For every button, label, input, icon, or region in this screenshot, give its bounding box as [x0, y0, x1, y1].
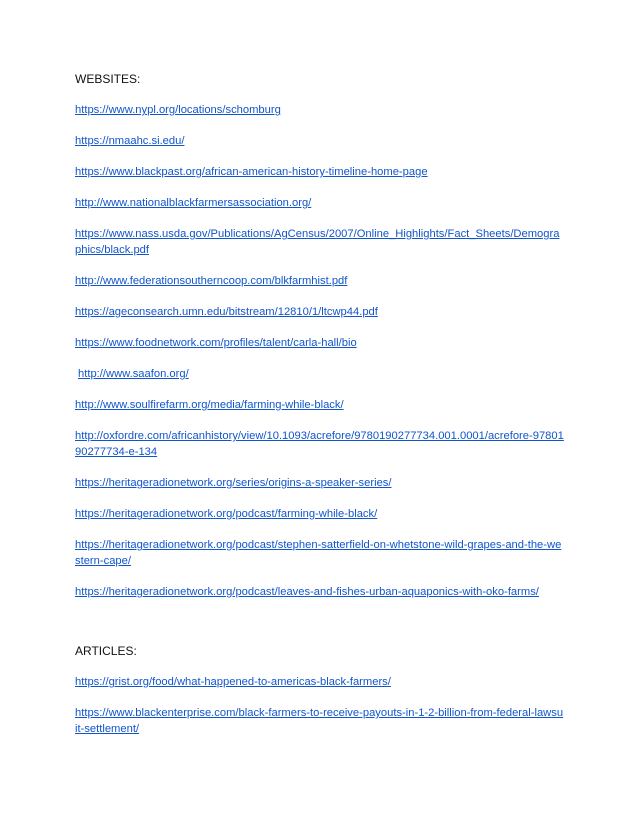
list-item	[75, 397, 565, 413]
website-link-black-farmers-association[interactable]: http://www.nationalblackfarmersassociation.org/	[75, 197, 312, 209]
list-item	[75, 164, 565, 180]
list-item	[75, 584, 565, 600]
website-link-heritage-farming-while-black[interactable]: https://heritageradionetwork.org/podcast/farming-while-black/	[75, 508, 378, 520]
list-item	[75, 304, 565, 320]
articles-link-list	[75, 674, 565, 737]
list-item	[75, 674, 565, 690]
website-link-soulfirefarm[interactable]: http://www.soulfirefarm.org/media/farming-while-black/	[75, 399, 344, 411]
list-item	[75, 226, 565, 258]
list-item	[75, 506, 565, 522]
website-link-heritage-stephen-satterfield[interactable]: https://heritageradionetwork.org/podcast/stephen-satterfield-on-whetstone-wild-grapes-and-the-western-cape/	[75, 539, 562, 567]
list-item	[75, 133, 565, 149]
article-link-grist[interactable]: https://grist.org/food/what-happened-to-americas-black-farmers/	[75, 676, 391, 688]
websites-link-list	[75, 102, 565, 600]
articles-heading: ARTICLES:	[75, 644, 137, 658]
website-link-saafon[interactable]: http://www.saafon.org/	[78, 368, 189, 380]
list-item	[75, 475, 565, 491]
website-link-usda-nass[interactable]: https://www.nass.usda.gov/Publications/AgCensus/2007/Online_Highlights/Fact_Sheets/Demographics/black.pdf	[75, 228, 560, 256]
website-link-heritage-origins[interactable]: https://heritageradionetwork.org/series/origins-a-speaker-series/	[75, 477, 392, 489]
website-link-federation-southern-coop[interactable]: http://www.federationsoutherncoop.com/blkfarmhist.pdf	[75, 275, 348, 287]
list-item	[75, 705, 565, 737]
websites-heading: WEBSITES:	[75, 72, 141, 86]
list-item	[75, 273, 565, 289]
website-link-nmaahc[interactable]: https://nmaahc.si.edu/	[75, 135, 185, 147]
list-item	[75, 366, 565, 382]
website-link-blackpast[interactable]: https://www.blackpast.org/african-american-history-timeline-home-page	[75, 166, 428, 178]
list-item	[75, 195, 565, 211]
list-item	[75, 102, 565, 118]
document-content	[75, 72, 565, 752]
list-item	[75, 537, 565, 569]
article-link-blackenterprise[interactable]: https://www.blackenterprise.com/black-farmers-to-receive-payouts-in-1-2-billion-from-federal-lawsuit-settlement/	[75, 707, 564, 735]
list-item	[75, 335, 565, 351]
website-link-ageconsearch[interactable]: https://ageconsearch.umn.edu/bitstream/12810/1/ltcwp44.pdf	[75, 306, 378, 318]
website-link-oxfordre[interactable]: http://oxfordre.com/africanhistory/view/10.1093/acrefore/9780190277734.001.0001/acrefore-9780190277734-e-134	[75, 430, 564, 458]
list-item	[75, 428, 565, 460]
website-link-heritage-oko-farms[interactable]: https://heritageradionetwork.org/podcast/leaves-and-fishes-urban-aquaponics-with-oko-farms/	[75, 586, 539, 598]
website-link-foodnetwork[interactable]: https://www.foodnetwork.com/profiles/talent/carla-hall/bio	[75, 337, 357, 349]
website-link-schomburg[interactable]: https://www.nypl.org/locations/schomburg	[75, 104, 281, 116]
section-spacer	[75, 615, 565, 644]
